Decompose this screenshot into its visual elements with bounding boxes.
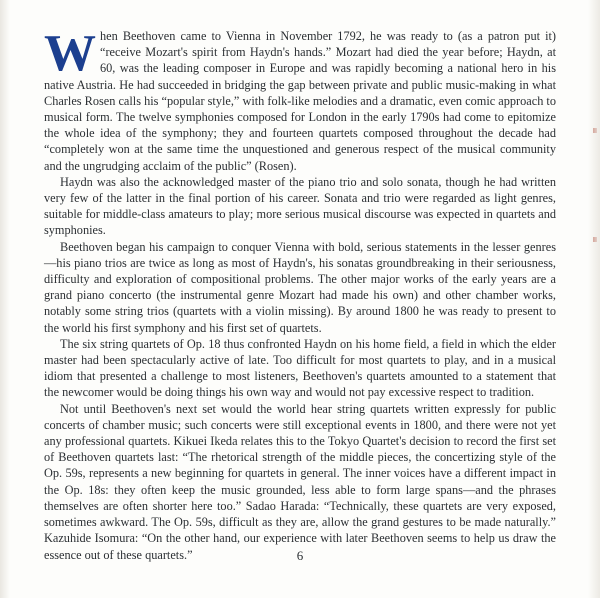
paragraph-2 [44, 174, 556, 239]
paragraph-2-text: Haydn was also the acknowledged master of the piano trio and solo sonata, though he had written very few of the latter in the final portion of his career. Sonata and trio were regarded as light genres, suitable for middle-class amateurs to play; more serious musical discourse was expected in quartets and symphonies. [44, 174, 556, 238]
paragraph-1 [44, 25, 556, 174]
paragraph-5-text: Not until Beethoven's next set would the world hear string quartets written expressly for public concerts of chamber music; such concerts were still exceptional events in 1800, and there were not yet any professional quartets. Kikuei Ikeda relates this to the Tokyo Quartet's decision to record the first set of Beethoven quartets last: “The rhetorical strength of the middle pieces, the concertizing style of the Op. 59s, represents a new beginning for quartets in general. The inner voices have a different impact in the Op. 18s: they often keep the music grounded, less able to form large spans—and the phrases themselves are often shorter here too.” Sadao Harada: “Technically, these quartets are very exposed, sometimes awkward. The Op. 59s, difficult as they are, allow the grand gestures to be made naturally.” Kazuhide Isomura: “On the other hand, our experience with later Beethoven seems to help us draw the essence out of these quartets.” [44, 401, 556, 562]
margin-mark-icon [593, 128, 597, 133]
paragraph-5 [44, 401, 556, 563]
drop-cap: W [44, 25, 96, 82]
page-number: 6 [296, 548, 304, 563]
paragraph-1-text: hen Beethoven came to Vienna in November 1792, he was ready to (as a patron put it) “receive Mozart's spirit from Haydn's hands.” Mozart had died the year before; Haydn, at 60, was the leading composer in Europe and was rapidly becoming a national hero in his native Austria. He had succeeded in bridging the gap between private and public music-making in what Charles Rosen calls his “popular style,” with folk-like melodies and a dramatic, even comic approach to musical form. The twelve symphonies composed for London in the early 1790s had come to epitomize the whole idea of the symphony; they and fourteen quartets composed throughout the decade had “completely won at the same time the unquestioned and generous respect of the musical community and the ungrudging acclaim of the public” (Rosen). [44, 29, 556, 173]
margin-mark-icon [593, 237, 597, 242]
paragraph-4-text: The six string quartets of Op. 18 thus confronted Haydn on his home field, a field in which the elder master had been spectacularly active of late. Too difficult for most quartets to play, and in a musical idiom that presented a challenge to most listeners, Beethoven's quartets amounted to a statement that the newcomer would be doing things his own way and would not pay excessive respect to tradition. [44, 336, 556, 400]
paragraph-3 [44, 239, 556, 336]
paragraph-4 [44, 336, 556, 401]
article-body [44, 25, 556, 563]
paragraph-3-text: Beethoven began his campaign to conquer Vienna with bold, serious statements in the lesser genres—his piano trios are twice as long as most of Haydn's, his sonatas groundbreaking in their seriousness, difficulty and exploration of compositional problems. The other major works of the early years are a grand piano concerto (the instrumental genre Mozart had made his own) and other chamber works, notably some string trios (quartets with a violin missing). By around 1800 he was ready to present to the world his first symphony and his first set of quartets. [44, 239, 556, 335]
